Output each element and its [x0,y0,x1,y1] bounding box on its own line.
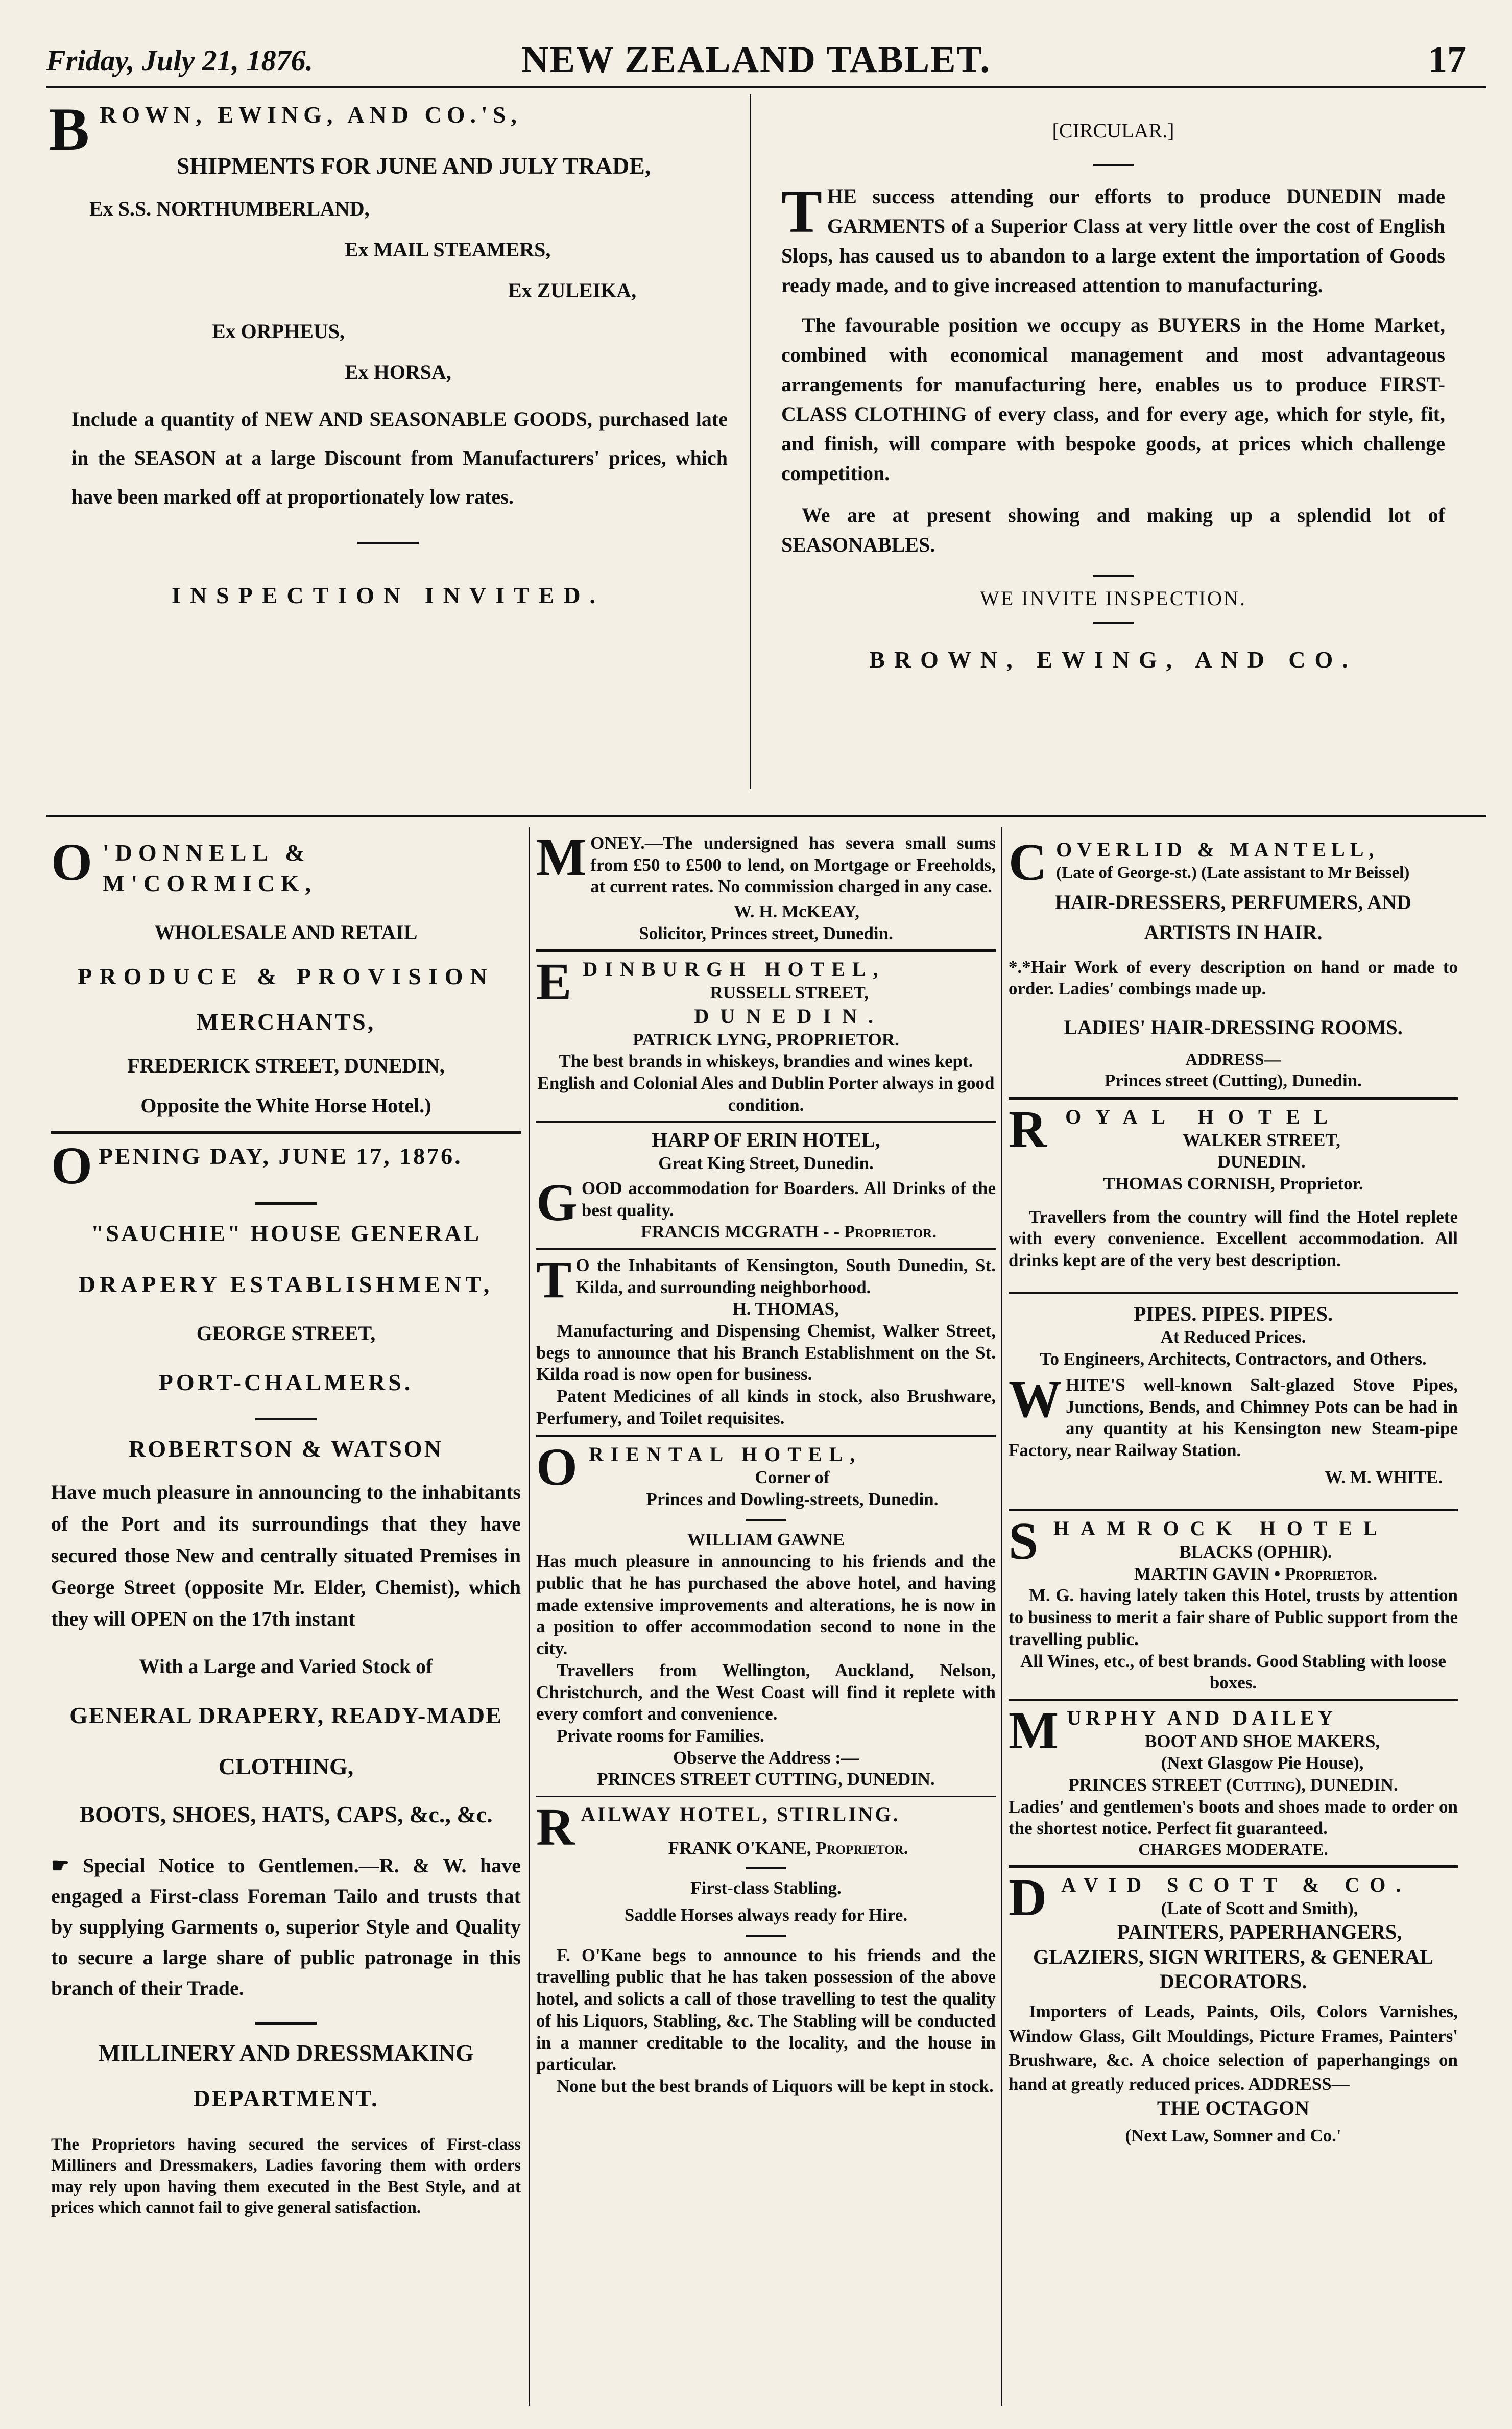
royal-line-3: THOMAS CORNISH, Proprietor. [1103,1173,1363,1194]
odonnell-line-5: Opposite the White Horse Hotel.) [140,1094,431,1117]
goods-line-3: BOOTS, SHOES, HATS, CAPS, &c., &c. [79,1801,493,1827]
header-rule [46,86,1486,88]
drop-cap: S [1009,1512,1049,1571]
edinburgh-street: RUSSELL STREET, [710,983,869,1003]
mckeay-title: Solicitor, Princes street, Dunedin. [639,923,893,943]
shamrock-title: HAMROCK HOTEL [1053,1517,1388,1540]
circular-para-1: HE success attending our efforts to produce DUNEDIN made GARMENTS of a Superior Class at very little over the cost of English Slops, has caused us to abandon to a large extent the importation of Goods ready made, and to give increased attention to manufacturing. [781,185,1445,297]
edinburgh-brands: The best brands in whiskeys, brandies and wines kept. [559,1051,973,1071]
circular-heading: [CIRCULAR.] [1052,119,1174,142]
railway-body: F. O'Kane begs to announce to his friends and the travelling public that he has taken possession of the above hotel, and solicts a call of those travelling to test the quality of his Liquors, Stabling, &c. The Stabling will be conducted in a manner creditable to the locality, and the house in particular. [536,1945,996,2075]
sauchie-house: "SAUCHIE" HOUSE GENERAL [90,1220,482,1246]
circular-signature: BROWN, EWING, AND CO. [869,647,1357,673]
drop-cap: O [51,1136,94,1196]
george-street: GEORGE STREET, [196,1321,376,1345]
inspection-invited: INSPECTION INVITED. [171,582,605,608]
thomas-name: H. THOMAS, [732,1299,839,1319]
newspaper-title: NEW ZEALAND TABLET. [521,39,991,81]
drop-cap: D [1009,1868,1058,1927]
edinburgh-ales: English and Colonial Ales and Dublin Porter always in good condition. [537,1073,995,1115]
drop-cap: O [536,1437,585,1496]
pipes-line-1: At Reduced Prices. [1160,1327,1306,1347]
scott-title: AVID SCOTT & CO. [1061,1873,1411,1897]
oriental-address-2: PRINCES STREET CUTTING, DUNEDIN. [597,1769,935,1790]
odonnell-name: 'DONNELL & M'CORMICK, [102,840,318,896]
oriental-line-2: Princes and Dowling-streets, Dunedin. [646,1489,939,1509]
money-body: ONEY.—The undersigned has severa small sums from £50 to £500 to lend, on Mortgage or Freeholds, at current rates. No commission charged in any case. [590,833,996,897]
stock-line: With a Large and Varied Stock of [139,1655,433,1678]
pipes-line-2: To Engineers, Architects, Contractors, and Others. [1040,1349,1427,1369]
pipes-sign: W. M. WHITE. [1325,1467,1443,1487]
scott-body: Importers of Leads, Paints, Oils, Colors Varnishes, Window Glass, Gilt Mouldings, Picture Frames, Painters' Brushware, &c. A choice selection of paperhangings on hand at greatly reduced prices. ADDRESS— [1009,2002,1458,2094]
coverlid-line-1: HAIR-DRESSERS, PERFUMERS, AND [1055,891,1411,914]
special-notice-text: Special Notice to Gentlemen.—R. & W. have engaged a First-class Foreman Tailo and trusts that by supplying Garments o, superior Style and Quality to secure a large share of public patronage in this branch of their Trade. [51,1853,521,1999]
coverlid-body: *.*Hair Work of every description on hand or made to order. Ladies' combings made up. [1009,957,1458,999]
scott-line-3: GLAZIERS, SIGN WRITERS, & GENERAL DECORATORS. [1033,1945,1433,1993]
thomas-body: O the Inhabitants of Kensington, South Dunedin, St. Kilda, and surrounding neighborhood. [575,1255,996,1297]
oriental-body-2: Travellers from Wellington, Auckland, Nelson, Christchurch, and the West Coast will find it replete with every comfort and convenience. [536,1660,996,1724]
robertson-watson: ROBERTSON & WATSON [129,1436,443,1462]
column-divider-1 [529,827,530,2406]
shamrock-line-2: MARTIN GAVIN • Proprietor. [1134,1563,1378,1584]
oriental-title: RIENTAL HOTEL, [588,1442,862,1466]
goods-line-1: GENERAL DRAPERY, READY-MADE [69,1702,502,1729]
page-header [46,28,1466,84]
railway-line-2: Saddle Horses always ready for Hire. [624,1905,908,1925]
odonnell-line-4: FREDERICK STREET, DUNEDIN, [127,1054,445,1078]
scott-address-2: (Next Law, Somner and Co.' [1125,2126,1341,2146]
opening-title: PENING DAY, JUNE 17, 1876. [98,1143,463,1170]
edinburgh-title: DINBURGH HOTEL, [583,958,885,981]
column-2 [536,828,996,2098]
drop-cap: T [781,177,823,245]
circular-para-2: The favourable position we occupy as BUYERS in the Home Market, combined with economical management and most advantageous arrangements for manufacturing here, enables us to produce FIRST-CLASS CLOTHING of every class, and for every age, which for style, fit, and finish, will compare with bespoke goods, at prices which challenge competition. [781,314,1445,485]
murphy-line-3: PRINCES STREET (Cutting), DUNEDIN. [1068,1775,1398,1795]
murphy-body: Ladies' and gentlemen's boots and shoes made to order on the shortest notice. Perfect fit guaranteed. [1009,1796,1458,1839]
drop-cap: O [51,833,99,892]
drapery-line: DRAPERY ESTABLISHMENT, [78,1271,494,1297]
coverlid-rooms: LADIES' HAIR-DRESSING ROOMS. [1064,1016,1403,1039]
drop-cap: W [1009,1369,1062,1428]
royal-line-1: WALKER STREET, [1183,1130,1340,1150]
page-number: 17 [1428,39,1466,81]
drop-cap: M [1009,1701,1063,1760]
ship-2: Ex MAIL STEAMERS, [345,237,551,261]
special-notice [51,1850,521,2004]
railway-body-2: None but the best brands of Liquors will be kept in stock. [557,2076,994,2096]
scott-address: THE OCTAGON [1157,2097,1310,2120]
royal-body: Travellers from the country will find the Hotel replete with every convenience. Excellent accommodation. All drinks kept are of the very best description. [1009,1206,1458,1270]
ship-1: Ex S.S. NORTHUMBERLAND, [89,197,370,220]
millinery-body: The Proprietors having secured the services of First-class Milliners and Dressmakers, Ladies favoring them with orders may rely upon having them executed in the Best Style, and at prices which cannot fail to give general satisfaction. [51,2135,521,2217]
coverlid-address-label: ADDRESS— [1185,1050,1281,1069]
ship-5: Ex HORSA, [345,360,451,384]
pointing-hand-icon: ☛ [51,1853,83,1877]
drop-cap: T [536,1250,572,1309]
odonnell-line-2: PRODUCE & PROVISION [78,963,494,989]
section-rule [46,815,1486,817]
millinery-line-2: DEPARTMENT. [193,2085,379,2112]
drop-cap: E [536,952,579,1012]
coverlid-address: Princes street (Cutting), Dunedin. [1105,1070,1362,1091]
scott-line-1: (Late of Scott and Smith), [1161,1898,1358,1919]
royal-line-2: DUNEDIN. [1217,1152,1306,1172]
brown-ewing-title: ROWN, EWING, AND CO.'S, [100,102,522,128]
murphy-title: URPHY AND DAILEY [1067,1706,1337,1729]
oriental-line-1: Corner of [755,1467,830,1488]
opening-body: Have much pleasure in announcing to the inhabitants of the Port and its surroundings that they have secured those New and centrally situated Premises in George Street (opposite Mr. Elder, Chemist), which they will OPEN on the 17th instant [51,1481,521,1631]
shamrock-body-2: All Wines, etc., of best brands. Good Stabling with loose boxes. [1020,1651,1446,1693]
harp-title: HARP OF ERIN HOTEL, [652,1128,880,1152]
invite-line: WE INVITE INSPECTION. [980,587,1246,610]
drop-cap: R [1009,1100,1062,1159]
edinburgh-owner: PATRICK LYNG, PROPRIETOR. [633,1029,899,1050]
coverlid-line-2: ARTISTS IN HAIR. [1144,920,1323,944]
top-column-divider [750,94,751,789]
shamrock-body: M. G. having lately taken this Hotel, trusts by attention to business to merit a fair share of Public support from the travelling public. [1009,1585,1458,1649]
brown-ewing-ad [49,95,728,610]
pipes-body: HITE'S well-known Salt-glazed Stove Pipes, Junctions, Bends, and Chimney Pots can be had in any quantity at his Kensington new Steam-pipe Factory, near Railway Station. [1009,1374,1458,1460]
oriental-address-1: Observe the Address :— [673,1747,859,1768]
oriental-body: Has much pleasure in announcing to his friends and the public that he has purchased the above hotel, and having made extensive improvements and alterations, he is now in a position to offer accommodation second to none in the city. [536,1551,996,1659]
harp-street: Great King Street, Dunedin. [658,1153,874,1174]
port-chalmers: PORT-CHALMERS. [158,1369,414,1395]
scott-line-2: PAINTERS, PAPERHANGERS, [1117,1920,1402,1943]
ship-3: Ex ZULEIKA, [508,278,637,302]
murphy-line-2: (Next Glasgow Pie House), [1161,1753,1364,1773]
ship-4: Ex ORPHEUS, [212,319,345,343]
coverlid-sub: (Late of George-st.) (Late assistant to Mr Beissel) [1056,863,1410,882]
drop-cap: B [49,95,95,163]
royal-title: OYAL HOTEL [1065,1105,1342,1128]
odonnell-line-3: MERCHANTS, [196,1009,376,1035]
oriental-body-3: Private rooms for Families. [557,1725,764,1746]
circular-ad [781,117,1445,675]
murphy-line-1: BOOT AND SHOE MAKERS, [1144,1731,1380,1751]
column-1 [51,833,521,2219]
drop-cap: R [536,1797,577,1856]
thomas-body-2: Manufacturing and Dispensing Chemist, Walker Street, begs to announce that his Branch Establishment on the St. Kilda road is now open for business. [536,1321,996,1385]
edinburgh-city: DUNEDIN. [694,1004,885,1028]
goods-line-2: CLOTHING, [218,1753,354,1779]
shamrock-line-1: BLACKS (OPHIR). [1179,1542,1332,1562]
harp-owner: FRANCIS MCGRATH - - Proprietor. [640,1222,937,1242]
column-3 [1009,833,1458,2147]
railway-title: AILWAY HOTEL, STIRLING. [581,1802,900,1826]
murphy-charges: CHARGES MODERATE. [1138,1841,1328,1860]
mckeay-name: W. H. McKEAY, [733,901,860,922]
drop-cap: C [1009,833,1052,892]
coverlid-title: OVERLID & MANTELL, [1056,838,1379,861]
drop-cap: G [536,1173,578,1232]
odonnell-line-1: WHOLESALE AND RETAIL [154,920,418,944]
railway-owner: FRANK O'KANE, Proprietor. [668,1838,908,1858]
issue-date: Friday, July 21, 1876. [46,44,314,77]
pipes-title: PIPES. PIPES. PIPES. [1133,1302,1333,1325]
railway-line-1: First-class Stabling. [690,1878,842,1898]
brown-ewing-body: Include a quantity of NEW AND SEASONABLE GOODS, purchased late in the SEASON at a large Discount from Manufacturers' prices, which have been marked off at proportionately low rates. [71,407,728,508]
oriental-owner: WILLIAM GAWNE [687,1529,845,1550]
harp-body: OOD accommodation for Boarders. All Drinks of the best quality. [581,1178,996,1220]
thomas-body-3: Patent Medicines of all kinds in stock, also Brushware, Perfumery, and Toilet requisites. [536,1386,996,1428]
circular-para-3: We are at present showing and making up a splendid lot of SEASONABLES. [781,504,1445,556]
drop-cap: M [536,828,587,887]
column-divider-2 [1001,827,1002,2406]
shipments-line: SHIPMENTS FOR JUNE AND JULY TRADE, [176,152,651,179]
millinery-line-1: MILLINERY AND DRESSMAKING [98,2039,474,2066]
